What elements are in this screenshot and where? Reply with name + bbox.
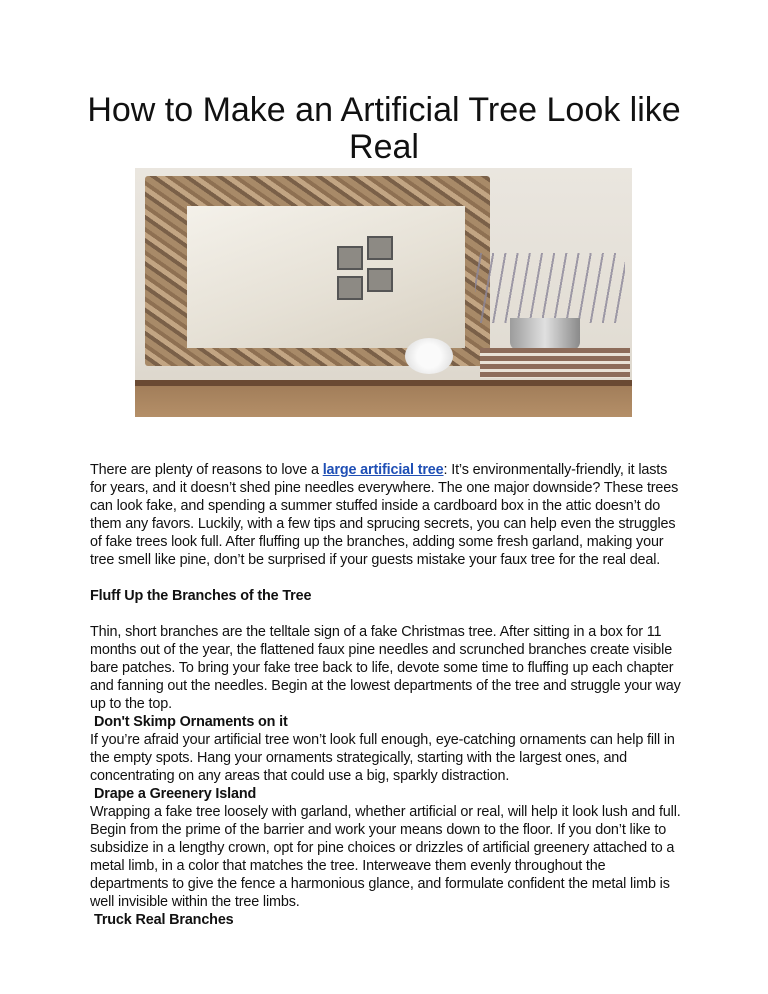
large-artificial-tree-link[interactable]: large artificial tree — [322, 462, 444, 478]
section-heading: Fluff Up the Branches of the Tree — [90, 588, 312, 604]
section-heading: Don't Skimp Ornaments on it — [94, 714, 288, 730]
dresser — [135, 380, 632, 417]
article-body — [90, 461, 686, 929]
driftwood-frame — [145, 176, 490, 366]
section-text: Thin, short branches are the telltale sign of a fake Christmas tree. After sitting in a box for 11 months out of the year, the flattened faux pine needles and scrunched branches create visible bare patches. To bring your fake tree back to life, devote some time to fluffing up each chapter and fanning out the needles. Begin at the lowest departments of the tree and struggle your way up to the top. — [90, 624, 681, 712]
page-title: How to Make an Artificial Tree Look like Real — [87, 91, 681, 166]
metal-pot — [510, 318, 580, 350]
mirror-photo — [135, 168, 632, 417]
section-heading: Truck Real Branches — [94, 912, 234, 928]
intro-text-cont: : It’s environmentally-friendly, it lasts for years, and it doesn’t shed pine needles everywhere. The one major downside? These trees can look fake, and spending a summer stuffed inside a cardboard box in the attic doesn’t do them any favors. Luckily, with a few tips and sprucing secrets, you can help even the struggles of fake trees look full. After fluffing up the branches, adding some fresh garland, making your tree smell like pine, don’t be surprised if your guests mistake your faux tree for the real deal. — [90, 462, 679, 568]
intro-paragraph — [90, 461, 686, 569]
book-stack — [480, 348, 630, 378]
mirror-glass — [187, 206, 465, 348]
section-text: If you’re afraid your artificial tree won’t look full enough, eye-catching ornaments can help fill in the empty spots. Hang your ornaments strategically, starting with the largest ones, and concentrating on any areas that could use a big, sparkly distraction. — [90, 732, 675, 784]
section-text: Wrapping a fake tree loosely with garland, whether artificial or real, will help it look lush and full. Begin from the prime of the barrier and work your means down to the floor. If you don’t like to subsidize in a lengthy crown, opt for pine choices or drizzles of artificial greenery attached to a metal limb, in a color that matches the tree. Interweave them evenly throughout the departments to give the fence a harmonious glance, and formulate confident the metal limb is well invisible within the tree limbs. — [90, 804, 681, 910]
section-heading: Drape a Greenery Island — [94, 786, 257, 802]
lavandula — [475, 253, 625, 323]
intro-text: There are plenty of reasons to love a — [90, 462, 323, 478]
white-coral — [405, 338, 453, 374]
